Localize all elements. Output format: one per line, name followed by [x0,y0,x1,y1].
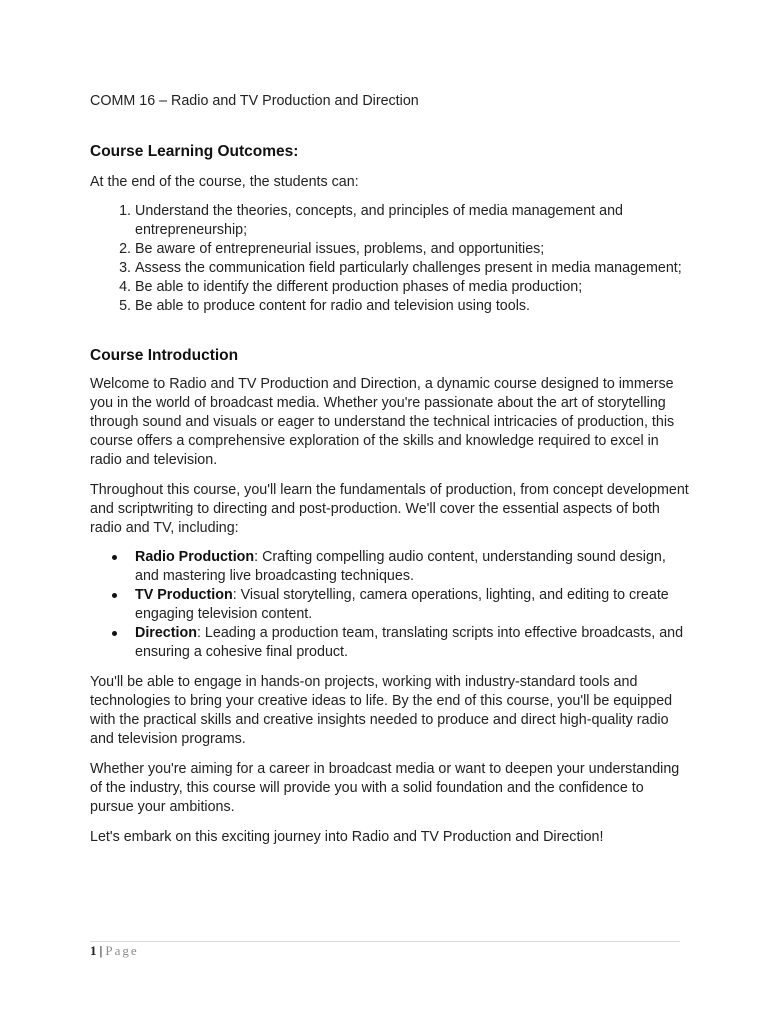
page-label: Page [105,943,139,958]
area-term: Radio Production [135,549,255,565]
intro-paragraph-2: Throughout this course, you'll learn the fundamentals of production, from concept development and scriptwriting to directing and post-production. We'll cover the essential aspects of both radio and TV, including: [90,482,689,536]
outcome-item: 4. Be able to identify the different production phases of media production; [135,278,690,297]
area-item-tv [135,586,690,624]
area-item-radio [135,548,690,586]
outcome-item: 2. Be aware of entrepreneurial issues, problems, and opportunities; [135,240,690,259]
outcome-item: 5. Be able to produce content for radio and television using tools. [135,297,690,316]
area-description: : Leading a production team, translating scripts into effective broadcasts, and ensuring a cohesive final product. [135,625,684,660]
intro-paragraph-5: Let's embark on this exciting journey into Radio and TV Production and Direction! [90,829,604,845]
area-term: TV Production [135,587,233,603]
page-footer [90,943,139,959]
outcomes-intro: At the end of the course, the students can: [90,174,359,190]
footer-divider [90,941,680,942]
area-description: : Crafting compelling audio content, understanding sound design, and mastering live broadcasting techniques. [135,549,666,584]
production-areas-list [90,548,690,662]
outcome-item: 1. Understand the theories, concepts, and principles of media management and entrepreneurship; [135,202,690,240]
intro-paragraph-4: Whether you're aiming for a career in broadcast media or want to deepen your understanding of the industry, this course will provide you with a solid foundation and the confidence to pursue your ambitions. [90,761,680,815]
intro-paragraph-1: Welcome to Radio and TV Production and Direction, a dynamic course designed to immerse you in the world of broadcast media. Whether you're passionate about the art of storytelling through sound and visuals or eager to understand the technical intricacies of production, this course offers a comprehensive exploration of the skills and knowledge required to excel in radio and television. [90,376,675,468]
outcome-item: 3. Assess the communication field particularly challenges present in media management; [135,259,690,278]
introduction-heading: Course Introduction [90,347,239,364]
outcomes-list [90,202,690,316]
area-description: : Visual storytelling, camera operations, lighting, and editing to create engaging television content. [135,587,669,622]
course-title: COMM 16 – Radio and TV Production and Direction [90,93,419,109]
document-body [90,92,690,847]
area-term: Direction [135,625,197,641]
intro-paragraph-3: You'll be able to engage in hands-on projects, working with industry-standard tools and technologies to bring your creative ideas to life. By the end of this course, you'll be equipped with the practical skills and creative insights needed to produce and direct high-quality radio and television programs. [90,674,673,747]
area-item-direction [135,624,690,662]
page-number: 1 [90,943,97,958]
outcomes-heading: Course Learning Outcomes: [90,143,299,160]
footer-separator: | [99,943,103,958]
